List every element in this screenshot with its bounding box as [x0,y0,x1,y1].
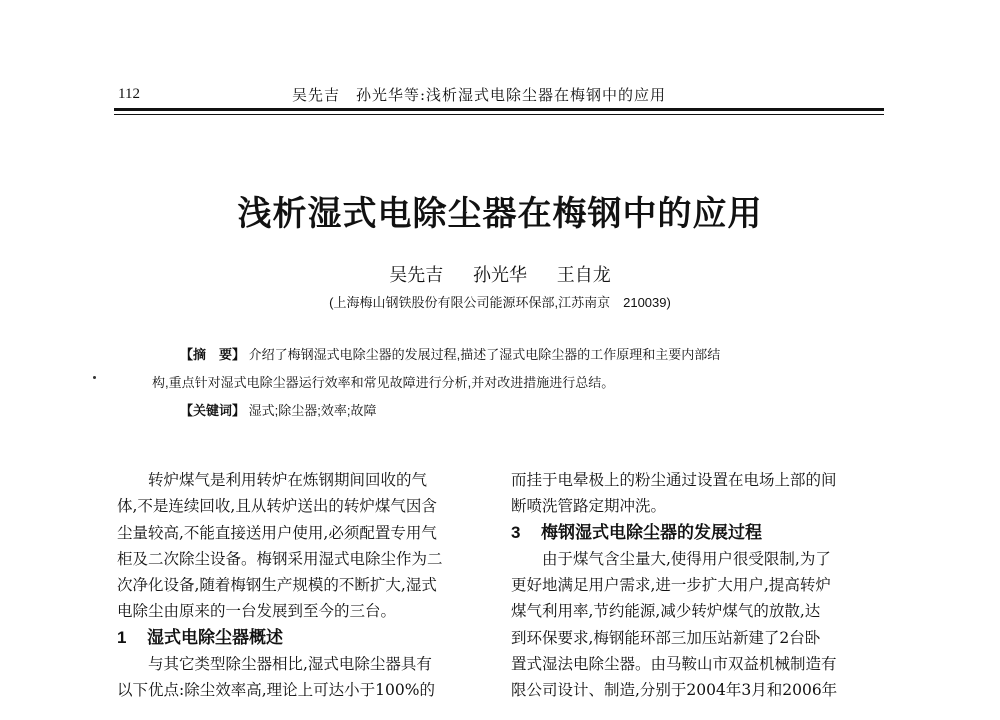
article-title: 浅析湿式电除尘器在梅钢中的应用 [237,194,763,234]
section-heading-3 [511,520,883,546]
abstract-label: 【摘 要】 [180,347,246,362]
author-list [0,261,1000,287]
text-line: 限公司设计、制造,分别于2004年3月和2006年 [511,681,838,700]
affiliation: (上海梅山钢铁股份有限公司能源环保部,江苏南京 210039) [329,295,671,310]
text-line: 体,不是连续回收,且从转炉送出的转炉煤气因含 [117,497,437,516]
section-title: 梅钢湿式电除尘器的发展过程 [541,522,762,542]
running-title: 吴先吉 孙光华等:浅析湿式电除尘器在梅钢中的应用 [292,86,667,104]
text-line: 柜及二次除尘设备。梅钢采用湿式电除尘作为二 [117,549,443,568]
section-number: 3 [511,522,521,542]
keywords-text: 湿式;除尘器;效率;故障 [248,403,377,418]
text-line: 电除尘由原来的一台发展到至今的三台。 [117,602,397,621]
text-line: 次净化设备,随着梅钢生产规模的不断扩大,湿式 [117,576,437,595]
body-column-right [511,467,883,704]
text-line: 更好地满足用户需求,进一步扩大用户,提高转炉 [511,576,831,595]
header-rule-thick [114,108,884,111]
text-line: 以下优点:除尘效率高,理论上可达小于100%的 [117,681,435,700]
section-title: 湿式电除尘器概述 [147,627,283,647]
text-line: 到环保要求,梅钢能环部三加压站新建了2台卧 [511,628,821,647]
page-number: 112 [118,86,140,102]
author-name: 孙光华 [473,265,527,286]
text-line: 转炉煤气是利用转炉在炼钢期间回收的气 [148,471,428,489]
body-column-left [117,467,489,704]
text-line: 由于煤气含尘量大,使得用户很受限制,为了 [542,549,831,568]
text-line: 断喷洗管路定期冲洗。 [511,497,667,516]
text-line: 而挂于电晕极上的粉尘通过设置在电场上部的间 [511,471,837,489]
abstract-line [180,344,720,363]
text-line: 尘量较高,不能直接送用户使用,必须配置专用气 [117,523,437,542]
abstract-line: 构,重点针对湿式电除尘器运行效率和常见故障进行分析,并对改进措施进行总结。 [152,375,615,390]
keywords-line [180,400,376,419]
section-heading-1 [117,625,489,651]
author-name: 吴先吉 [389,265,444,286]
text-line: 煤气利用率,节约能源,减少转炉煤气的放散,达 [511,602,821,621]
author-name: 王自龙 [556,265,611,286]
header-rule-thin [114,114,884,115]
abstract-text: 介绍了梅钢湿式电除尘器的发展过程,描述了湿式电除尘器的工作原理和主要内部结 [248,347,721,362]
scan-speck [93,376,96,379]
section-number: 1 [117,627,127,647]
text-line: 与其它类型除尘器相比,湿式电除尘器具有 [148,655,432,674]
text-line: 置式湿法电除尘器。由马鞍山市双益机械制造有 [511,655,837,674]
keywords-label: 【关键词】 [180,403,246,418]
